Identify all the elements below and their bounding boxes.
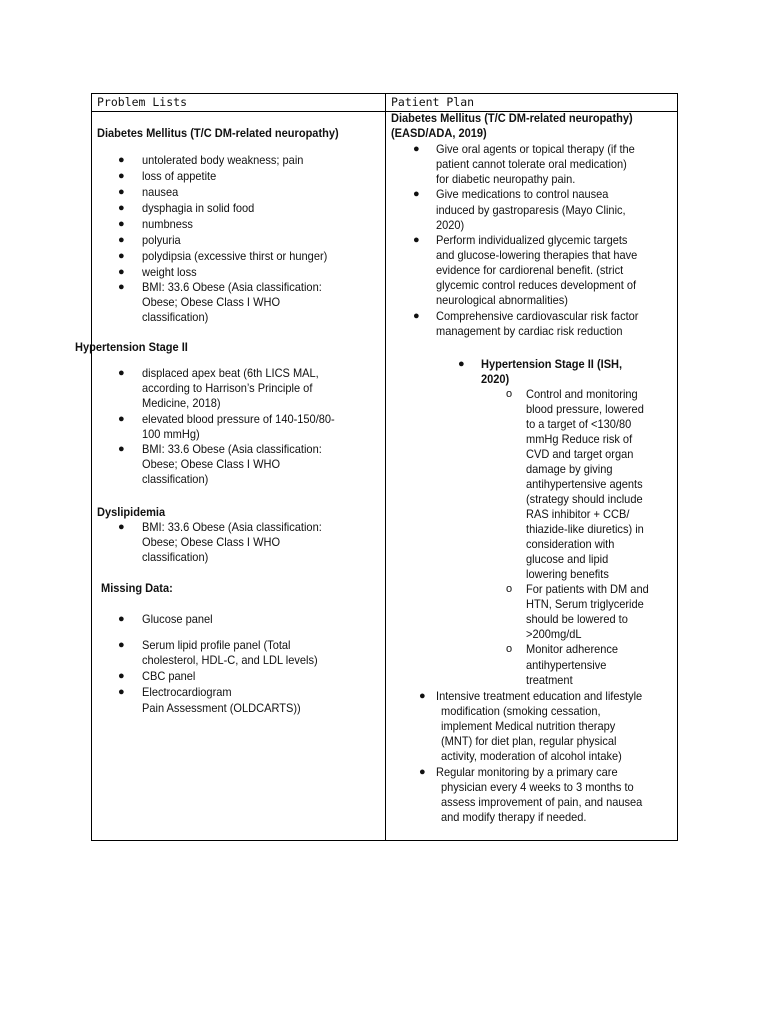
left-missing-bullet-3: ● <box>118 670 125 682</box>
right-plan-item-2-line-1: Regular monitoring by a primary care <box>436 765 618 779</box>
left-dys-title: Dyslipidemia <box>97 505 166 519</box>
left-dm-bullet-8: ● <box>118 266 125 278</box>
right-htn-sub-1-line-6: damage by giving <box>526 462 613 476</box>
table-border-left <box>91 93 92 841</box>
right-plan-bullet-1: ● <box>419 690 426 702</box>
right-dm-title-line-2: (EASD/ADA, 2019) <box>391 126 487 140</box>
left-dm-bullet-7: ● <box>118 250 125 262</box>
right-htn-sub-1-line-12: glucose and lipid <box>526 552 609 566</box>
left-dm-title: Diabetes Mellitus (T/C DM-related neuropathy) <box>97 126 339 140</box>
right-dm-item-3-line-2: and glucose-lowering therapies that have <box>436 248 638 262</box>
left-dys-bullet-1: ● <box>118 521 125 533</box>
right-htn-sub-1-line-2: blood pressure, lowered <box>526 402 644 416</box>
right-dm-item-2-line-3: 2020) <box>436 218 465 232</box>
left-htn-item-3-line-1: BMI: 33.6 Obese (Asia classification: <box>142 442 322 456</box>
left-dm-bullet-6: ● <box>118 234 125 246</box>
right-htn-sub-2-line-4: >200mg/dL <box>526 627 582 641</box>
left-dm-item-7: polydipsia (excessive thirst or hunger) <box>142 249 328 263</box>
right-dm-title-line-1: Diabetes Mellitus (T/C DM-related neuropathy) <box>391 111 633 125</box>
left-missing-bullet-4: ● <box>118 686 125 698</box>
right-htn-sub-1-line-5: CVD and target organ <box>526 447 634 461</box>
right-htn-sub-1-line-3: to a target of <130/80 <box>526 417 632 431</box>
left-htn-bullet-3: ● <box>118 443 125 455</box>
right-htn-title-line-2: 2020) <box>481 372 510 386</box>
right-dm-bullet-1: ● <box>413 143 420 155</box>
right-plan-item-1-line-1: Intensive treatment education and lifestyle <box>436 689 643 703</box>
left-missing-item-2-line-2: cholesterol, HDL-C, and LDL levels) <box>142 653 318 667</box>
left-dm-item-8: weight loss <box>142 265 197 279</box>
header-patient-plan: Patient Plan <box>391 95 475 109</box>
right-dm-item-3-line-1: Perform individualized glycemic targets <box>436 233 628 247</box>
right-htn-sub-3-line-1: Monitor adherence <box>526 642 619 656</box>
right-htn-sub-2-line-1: For patients with DM and <box>526 582 649 596</box>
right-plan-item-1-line-5: activity, moderation of alcohol intake) <box>441 749 622 763</box>
left-dm-item-1: untolerated body weakness; pain <box>142 153 304 167</box>
left-htn-item-3-line-3: classification) <box>142 472 209 486</box>
left-htn-bullet-1: ● <box>118 367 125 379</box>
left-dm-item-9-line-1: BMI: 33.6 Obese (Asia classification: <box>142 280 322 294</box>
right-htn-sub-3-line-3: treatment <box>526 673 573 687</box>
right-dm-item-1-line-2: patient cannot tolerate oral medication) <box>436 157 627 171</box>
right-dm-item-1-line-1: Give oral agents or topical therapy (if the <box>436 142 635 156</box>
left-missing-item-1: Glucose panel <box>142 612 213 626</box>
left-htn-title: Hypertension Stage II <box>75 340 188 354</box>
right-htn-sub-1-line-4: mmHg Reduce risk of <box>526 432 633 446</box>
left-dm-bullet-1: ● <box>118 154 125 166</box>
right-htn-sub-1-line-8: (strategy should include <box>526 492 643 506</box>
left-htn-item-1-line-1: displaced apex beat (6th LICS MAL, <box>142 366 319 380</box>
table-border-right <box>677 93 678 841</box>
left-dm-item-3: nausea <box>142 185 179 199</box>
table-column-divider <box>385 93 386 841</box>
right-dm-item-4-line-1: Comprehensive cardiovascular risk factor <box>436 309 639 323</box>
right-plan-item-1-line-2: modification (smoking cessation, <box>441 704 601 718</box>
left-dys-item-1-line-1: BMI: 33.6 Obese (Asia classification: <box>142 520 322 534</box>
right-htn-sub-1-line-11: consideration with <box>526 537 615 551</box>
right-dm-bullet-4: ● <box>413 310 420 322</box>
left-htn-item-3-line-2: Obese; Obese Class I WHO <box>142 457 281 471</box>
header-problem-lists: Problem Lists <box>97 95 188 109</box>
left-dm-item-9-line-3: classification) <box>142 310 209 324</box>
left-dys-item-1-line-2: Obese; Obese Class I WHO <box>142 535 281 549</box>
left-dm-item-4: dysphagia in solid food <box>142 201 255 215</box>
left-missing-item-4-line-1: Electrocardiogram <box>142 685 232 699</box>
left-htn-bullet-2: ● <box>118 413 125 425</box>
left-missing-item-3: CBC panel <box>142 669 196 683</box>
right-htn-sub-bullet-2: o <box>506 583 513 595</box>
left-dm-bullet-3: ● <box>118 186 125 198</box>
right-htn-sub-3-line-2: antihypertensive <box>526 658 607 672</box>
right-dm-bullet-3: ● <box>413 234 420 246</box>
left-dys-item-1-line-3: classification) <box>142 550 209 564</box>
right-htn-sub-2-line-3: should be lowered to <box>526 612 628 626</box>
left-dm-bullet-9: ● <box>118 281 125 293</box>
right-htn-title-line-1: Hypertension Stage II (ISH, <box>481 357 623 371</box>
right-htn-sub-1-line-1: Control and monitoring <box>526 387 638 401</box>
right-plan-item-2-line-3: assess improvement of pain, and nausea <box>441 795 643 809</box>
right-dm-item-3-line-4: glycemic control reduces development of <box>436 278 637 292</box>
right-plan-item-1-line-4: (MNT) for diet plan, regular physical <box>441 734 617 748</box>
left-dm-bullet-5: ● <box>118 218 125 230</box>
left-missing-bullet-2: ● <box>118 639 125 651</box>
right-htn-sub-bullet-1: o <box>506 388 513 400</box>
right-dm-item-2-line-1: Give medications to control nausea <box>436 187 609 201</box>
left-htn-item-1-line-3: Medicine, 2018) <box>142 396 221 410</box>
left-htn-item-2-line-1: elevated blood pressure of 140-150/80- <box>142 412 335 426</box>
left-dm-item-5: numbness <box>142 217 193 231</box>
left-dm-bullet-4: ● <box>118 202 125 214</box>
right-plan-item-2-line-4: and modify therapy if needed. <box>441 810 587 824</box>
left-missing-bullet-1: ● <box>118 613 125 625</box>
left-dm-item-9-line-2: Obese; Obese Class I WHO <box>142 295 281 309</box>
right-dm-item-2-line-2: induced by gastroparesis (Mayo Clinic, <box>436 203 626 217</box>
left-htn-item-1-line-2: according to Harrison’s Principle of <box>142 381 313 395</box>
left-dm-bullet-2: ● <box>118 170 125 182</box>
right-htn-sub-1-line-7: antihypertensive agents <box>526 477 643 491</box>
right-plan-bullet-2: ● <box>419 766 426 778</box>
right-htn-sub-1-line-10: thiazide-like diuretics) in <box>526 522 644 536</box>
right-plan-item-1-line-3: implement Medical nutrition therapy <box>441 719 616 733</box>
left-dm-item-2: loss of appetite <box>142 169 217 183</box>
right-htn-sub-1-line-13: lowering benefits <box>526 567 609 581</box>
right-htn-sub-1-line-9: RAS inhibitor + CCB/ <box>526 507 630 521</box>
right-dm-item-3-line-5: neurological abnormalities) <box>436 293 568 307</box>
right-dm-bullet-2: ● <box>413 188 420 200</box>
right-htn-sub-2-line-2: HTN, Serum triglyceride <box>526 597 644 611</box>
right-dm-item-3-line-3: evidence for cardiorenal benefit. (strict <box>436 263 624 277</box>
right-htn-bullet: ● <box>458 358 465 370</box>
right-htn-sub-bullet-3: o <box>506 643 513 655</box>
left-missing-item-2-line-1: Serum lipid profile panel (Total <box>142 638 291 652</box>
right-dm-item-4-line-2: management by cardiac risk reduction <box>436 324 623 338</box>
left-missing-item-4-line-2: Pain Assessment (OLDCARTS)) <box>142 701 301 715</box>
left-missing-title: Missing Data: <box>101 581 173 595</box>
left-htn-item-2-line-2: 100 mmHg) <box>142 427 200 441</box>
left-dm-item-6: polyuria <box>142 233 181 247</box>
right-dm-item-1-line-3: for diabetic neuropathy pain. <box>436 172 576 186</box>
right-plan-item-2-line-2: physician every 4 weeks to 3 months to <box>441 780 634 794</box>
